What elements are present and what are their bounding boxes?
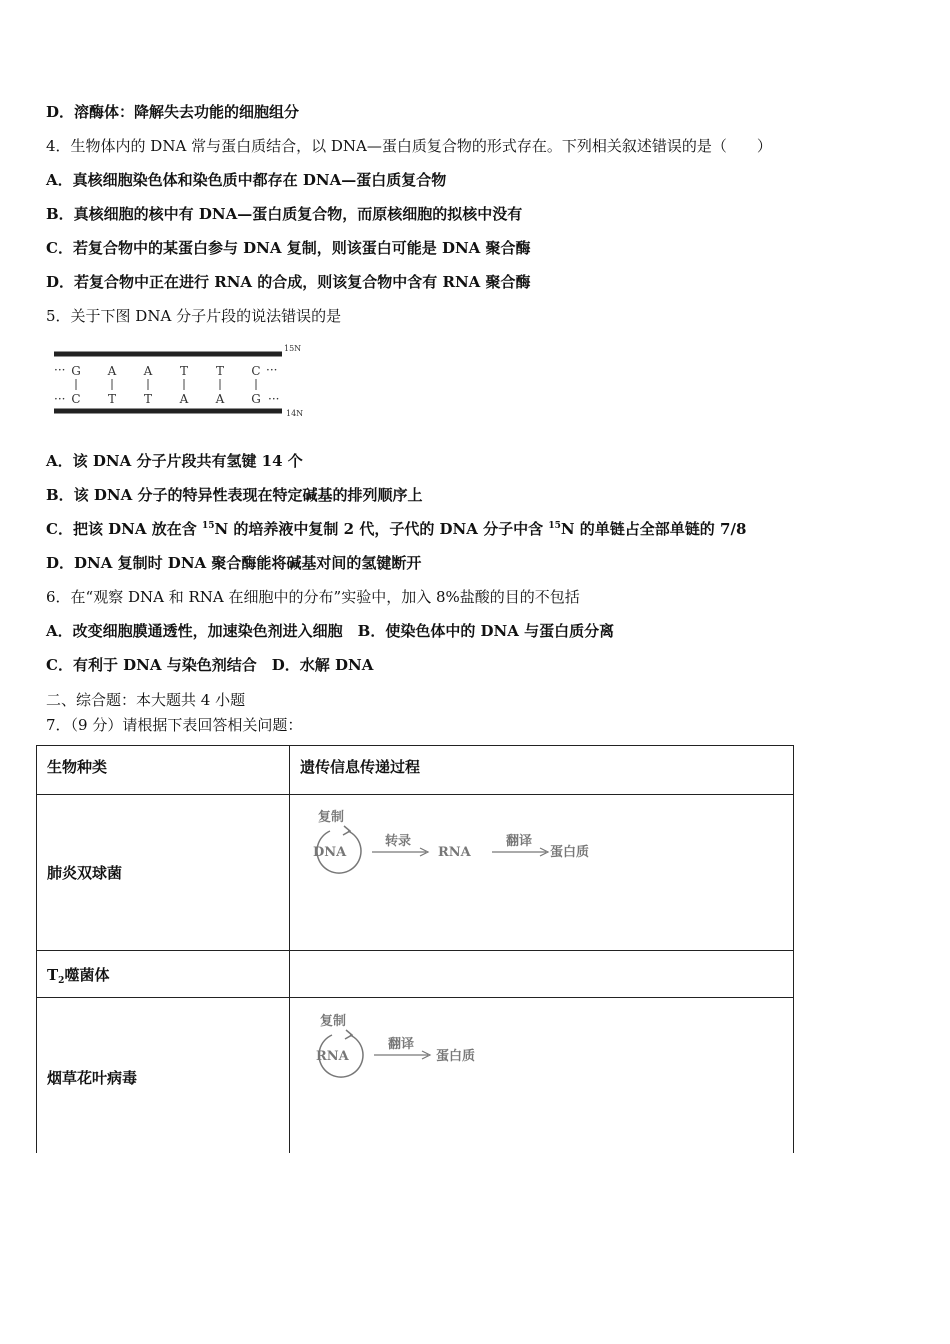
top-strand-label: 15N <box>284 344 302 353</box>
table-row-tmv <box>37 998 794 1158</box>
translation-label: 翻译 <box>388 1037 415 1052</box>
row1-organism: 肺炎双球菌 <box>37 795 290 951</box>
header-process: 遗传信息传递过程 <box>290 746 794 795</box>
q7-stem: 7．（9 分）请根据下表回答相关问题： <box>46 716 303 734</box>
top-base-3: T <box>179 364 189 378</box>
q4-stem: 4．生物体内的 DNA 常与蛋白质结合，以 DNA—蛋白质复合物的形式存在。下列相关叙述错误的是（ ） <box>46 137 772 155</box>
top-base-0: G <box>71 364 81 378</box>
replicate-arrowhead <box>343 826 350 835</box>
translation-label: 翻译 <box>506 834 533 849</box>
table-cut-edge <box>36 1153 796 1163</box>
bottom-base-1: T <box>107 392 117 406</box>
rna-node: RNA <box>316 1049 349 1064</box>
svg-text:···: ··· <box>54 363 66 377</box>
q6-stem: 6．在“观察 DNA 和 RNA 在细胞中的分布”实验中，加入 8%盐酸的目的不包括 <box>46 588 580 606</box>
replicate-label: 复制 <box>318 810 345 825</box>
top-base-4: T <box>215 364 225 378</box>
q7-table <box>36 745 794 1158</box>
protein-node: 蛋白质 <box>550 845 590 860</box>
q4-option-c: C．若复合物中的某蛋白参与 DNA 复制，则该蛋白可能是 DNA 聚合酶 <box>46 239 531 257</box>
rna-node: RNA <box>438 845 471 860</box>
bottom-base-5: G <box>251 392 261 406</box>
bottom-base-3: A <box>179 392 189 406</box>
q5-option-a: A．该 DNA 分子片段共有氢键 14 个 <box>46 452 303 470</box>
q5-option-b: B．该 DNA 分子的特异性表现在特定碱基的排列顺序上 <box>46 486 423 504</box>
bottom-strand-label: 14N <box>286 409 304 418</box>
q4-option-d: D．若复合物中正在进行 RNA 的合成，则该复合物中含有 RNA 聚合酶 <box>46 273 531 291</box>
svg-text:···: ··· <box>268 392 280 406</box>
table-row-pneumococcus <box>37 795 794 951</box>
row1-process <box>290 795 794 951</box>
q6-options-ab: A．改变细胞膜通透性，加速染色剂进入细胞 B．使染色体中的 DNA 与蛋白质分离 <box>46 622 615 640</box>
q4-option-b: B．真核细胞的核中有 DNA—蛋白质复合物，而原核细胞的拟核中没有 <box>46 205 523 223</box>
bottom-base-0: C <box>71 392 81 406</box>
replicate-arrowhead <box>345 1030 352 1039</box>
dna-node: DNA <box>313 845 347 860</box>
rna-flow-diagram <box>290 998 610 1088</box>
q5-option-d: D．DNA 复制时 DNA 聚合酶能将碱基对间的氢键断开 <box>46 554 422 572</box>
row2-organism: $T_2$噬菌体 <box>37 951 290 998</box>
svg-text:···: ··· <box>54 392 66 406</box>
top-base-1: A <box>107 364 117 378</box>
protein-node: 蛋白质 <box>436 1049 476 1064</box>
row2-process <box>290 951 794 998</box>
replicate-label: 复制 <box>320 1014 347 1029</box>
base-pairs <box>71 364 261 406</box>
top-base-2: A <box>143 364 153 378</box>
q5-option-c: C．把该 DNA 放在含 $^{15}$N 的培养液中复制 2 代，子代的 DNA 分子中含 $^{15}$N 的单链占全部单链的 7/8 <box>46 520 747 538</box>
q3-option-d: D．溶酶体：降解失去功能的细胞组分 <box>46 103 300 121</box>
q5-stem: 5．关于下图 DNA 分子片段的说法错误的是 <box>46 307 342 325</box>
q6-options-cd: C．有利于 DNA 与染色剂结合 D．水解 DNA <box>46 656 374 674</box>
bottom-base-2: T <box>143 392 153 406</box>
svg-text:···: ··· <box>266 363 278 377</box>
q4-option-a: A．真核细胞染色体和染色质中都存在 DNA—蛋白质复合物 <box>46 171 447 189</box>
header-organism: 生物种类 <box>37 746 290 795</box>
transcription-label: 转录 <box>385 834 412 849</box>
dna-fragment-figure <box>50 340 320 425</box>
bottom-base-4: A <box>215 392 225 406</box>
top-base-5: C <box>251 364 261 378</box>
section-2-title: 二、综合题：本大题共 4 小题 <box>46 691 246 709</box>
row3-process <box>290 998 794 1158</box>
dna-flow-diagram <box>290 795 610 885</box>
table-header-row <box>37 746 794 795</box>
row3-organism: 烟草花叶病毒 <box>37 998 290 1158</box>
table-row-t2-phage <box>37 951 794 998</box>
